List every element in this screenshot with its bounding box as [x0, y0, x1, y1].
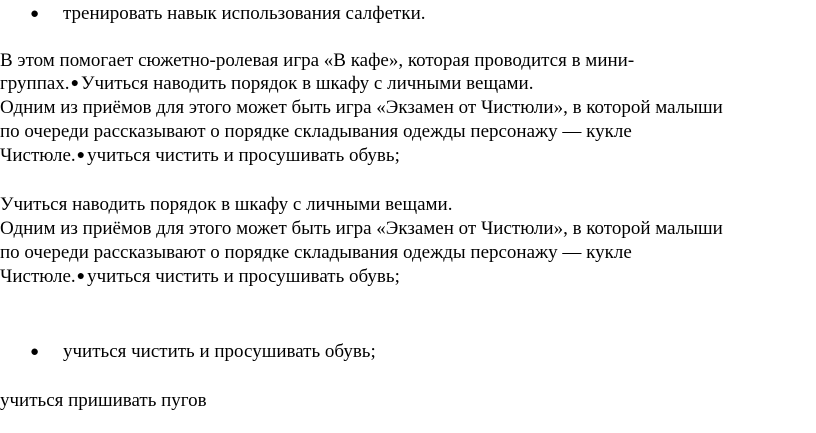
paragraph-line: Одним из приёмов для этого может быть игра «Экзамен от Чистюли», в которой малыши: [0, 97, 723, 118]
paragraph-line: [0, 266, 400, 290]
bullet-icon: ●: [30, 6, 40, 22]
paragraph-text: Учиться наводить порядок в шкафу с личными вещами.: [81, 73, 534, 94]
paragraph-text: учиться чистить и просушивать обувь;: [87, 266, 400, 287]
paragraph-line: В этом помогает сюжетно-ролевая игра «В кафе», которая проводится в мини-: [0, 50, 635, 71]
list-item-napkin: тренировать навык использования салфетки.: [63, 3, 426, 24]
paragraph-line: [0, 73, 533, 97]
paragraph-text: Чистюле.: [0, 266, 76, 287]
paragraph-text: группах.: [0, 73, 70, 94]
paragraph-text: учиться чистить и просушивать обувь;: [87, 145, 400, 166]
bullet-icon: ●: [76, 269, 86, 284]
bullet-icon: ●: [76, 148, 86, 163]
paragraph-line: Одним из приёмов для этого может быть игра «Экзамен от Чистюли», в которой малыши: [0, 218, 723, 239]
paragraph-line: учиться пришивать пугов: [0, 390, 207, 411]
paragraph-line: [0, 145, 400, 169]
bullet-icon: ●: [30, 344, 40, 360]
bullet-icon: ●: [70, 76, 80, 91]
paragraph-line: по очереди рассказывают о порядке складывания одежды персонажу — кукле: [0, 121, 632, 142]
list-item-shoes: учиться чистить и просушивать обувь;: [63, 341, 376, 362]
paragraph-line: Учиться наводить порядок в шкафу с личными вещами.: [0, 194, 453, 215]
paragraph-line: по очереди рассказывают о порядке складывания одежды персонажу — кукле: [0, 242, 632, 263]
paragraph-text: Чистюле.: [0, 145, 76, 166]
